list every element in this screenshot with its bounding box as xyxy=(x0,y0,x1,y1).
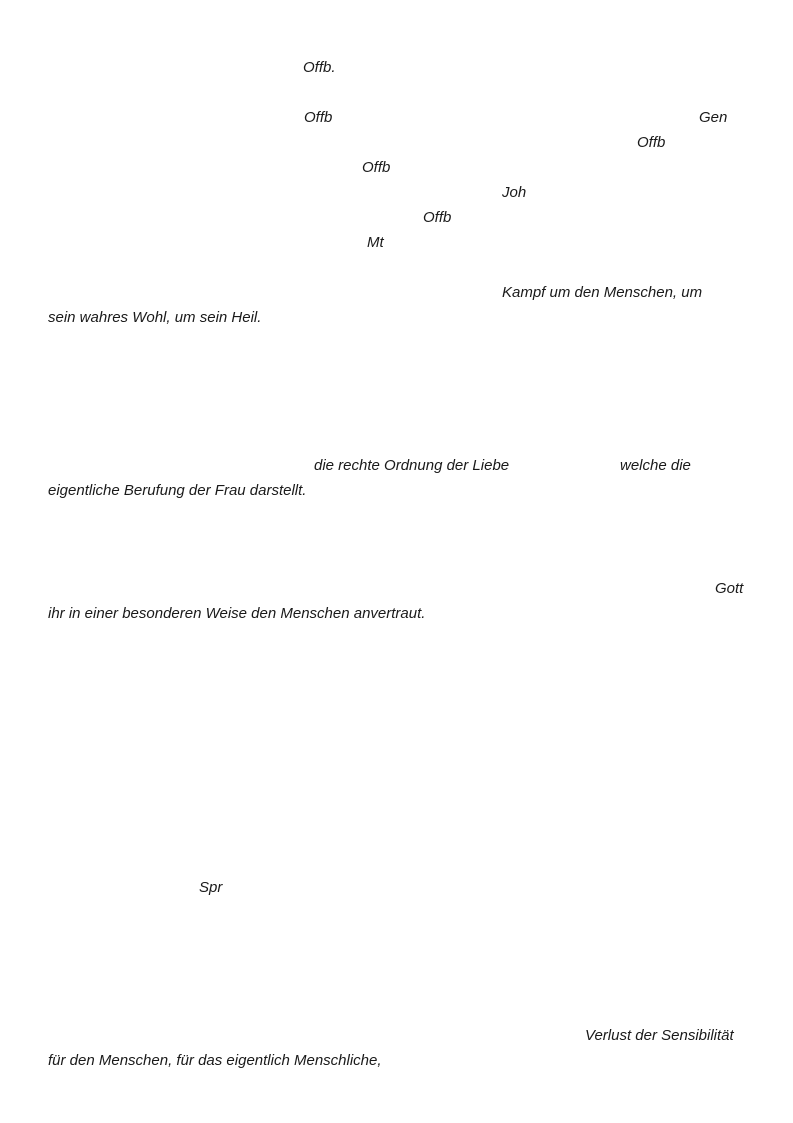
reference-spr: Spr xyxy=(199,879,223,896)
reference-offb-5: Offb xyxy=(423,209,452,226)
reference-offb-2: Offb xyxy=(304,109,333,126)
reference-joh: Joh xyxy=(502,184,527,201)
emphasis-berufung: eigentliche Berufung der Frau darstellt. xyxy=(48,482,307,499)
emphasis-ordnung: die rechte Ordnung der Liebe xyxy=(314,457,510,474)
emphasis-verlust: Verlust der Sensibilität xyxy=(585,1027,734,1044)
emphasis-heil: sein wahres Wohl, um sein Heil. xyxy=(48,309,262,326)
emphasis-anvertraut: ihr in einer besonderen Weise den Menschen anvertraut. xyxy=(48,605,426,622)
emphasis-menschliche: für den Menschen, für das eigentlich Menschliche, xyxy=(48,1052,382,1069)
emphasis-kampf: Kampf um den Menschen, um xyxy=(502,284,703,301)
reference-mt: Mt xyxy=(367,234,384,251)
reference-offb-1: Offb. xyxy=(303,59,336,76)
emphasis-welche: welche die xyxy=(620,457,691,474)
reference-gen: Gen xyxy=(699,109,728,126)
reference-offb-3: Offb xyxy=(637,134,666,151)
reference-offb-4: Offb xyxy=(362,159,391,176)
emphasis-gott: Gott xyxy=(715,580,744,597)
